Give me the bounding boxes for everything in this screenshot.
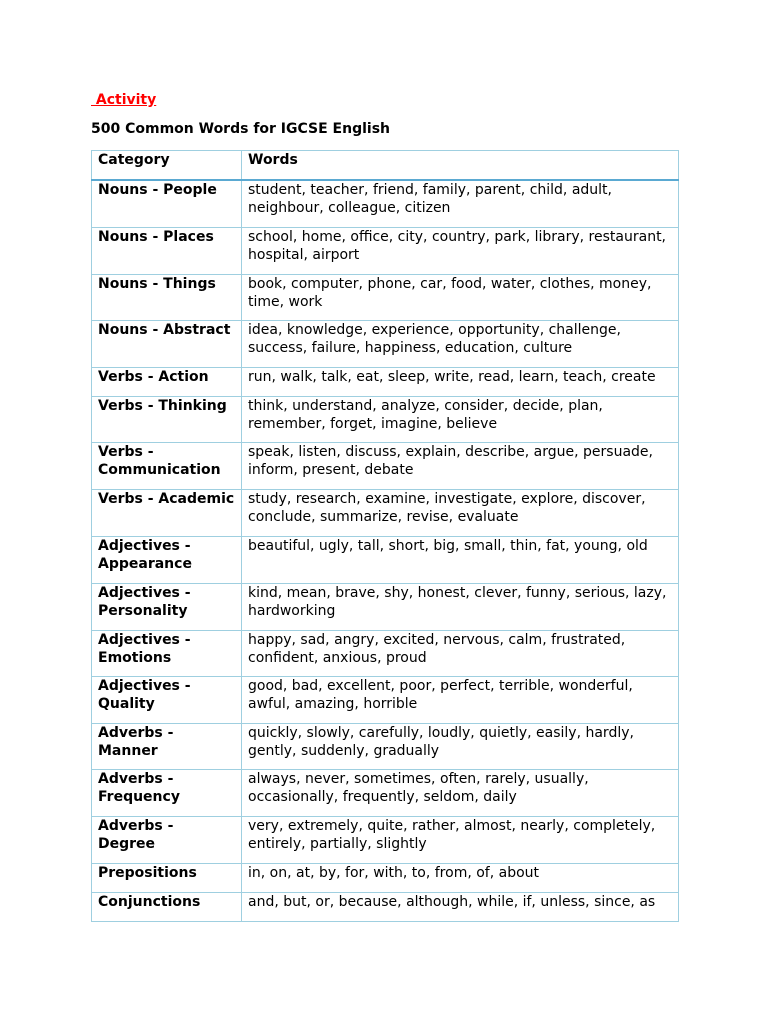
category-cell: Adjectives - Appearance xyxy=(92,536,242,583)
activity-heading: Activity xyxy=(91,92,157,108)
category-cell: Adjectives - Personality xyxy=(92,583,242,630)
category-cell: Verbs - Academic xyxy=(92,489,242,536)
table-row xyxy=(92,367,679,396)
table-row xyxy=(92,442,679,489)
words-cell: quickly, slowly, carefully, loudly, quietly, easily, hardly, gently, suddenly, gradually xyxy=(242,723,679,769)
words-cell: idea, knowledge, experience, opportunity, challenge, success, failure, happiness, education, culture xyxy=(242,320,679,367)
words-cell: school, home, office, city, country, park, library, restaurant, hospital, airport xyxy=(242,227,679,274)
table-row xyxy=(92,180,679,227)
document-title: 500 Common Words for IGCSE English xyxy=(91,121,391,137)
words-cell: in, on, at, by, for, with, to, from, of, about xyxy=(242,863,679,892)
words-cell: beautiful, ugly, tall, short, big, small, thin, fat, young, old xyxy=(242,536,679,583)
words-cell: student, teacher, friend, family, parent, child, adult, neighbour, colleague, citizen xyxy=(242,180,679,227)
table-row xyxy=(92,489,679,536)
table-body xyxy=(92,180,679,921)
table-row xyxy=(92,227,679,274)
table-row xyxy=(92,863,679,892)
words-cell: kind, mean, brave, shy, honest, clever, funny, serious, lazy, hardworking xyxy=(242,583,679,630)
category-cell: Prepositions xyxy=(92,863,242,892)
category-cell: Adjectives - Quality xyxy=(92,676,242,723)
category-cell: Adjectives - Emotions xyxy=(92,630,242,676)
category-cell: Adverbs - Manner xyxy=(92,723,242,769)
table-row xyxy=(92,536,679,583)
category-cell: Nouns - Things xyxy=(92,274,242,320)
category-cell: Verbs - Thinking xyxy=(92,396,242,442)
table-row xyxy=(92,892,679,921)
category-cell: Adverbs - Frequency xyxy=(92,769,242,816)
words-cell: think, understand, analyze, consider, decide, plan, remember, forget, imagine, believe xyxy=(242,396,679,442)
table-row xyxy=(92,630,679,676)
category-cell: Adverbs - Degree xyxy=(92,816,242,863)
document-page xyxy=(91,90,678,910)
words-cell: and, but, or, because, although, while, if, unless, since, as xyxy=(242,892,679,921)
words-cell: always, never, sometimes, often, rarely, usually, occasionally, frequently, seldom, daily xyxy=(242,769,679,816)
words-cell: very, extremely, quite, rather, almost, nearly, completely, entirely, partially, slightly xyxy=(242,816,679,863)
column-header-words: Words xyxy=(242,151,679,181)
words-table xyxy=(91,150,679,922)
table-row xyxy=(92,396,679,442)
column-header-category: Category xyxy=(92,151,242,181)
table-row xyxy=(92,320,679,367)
words-cell: good, bad, excellent, poor, perfect, terrible, wonderful, awful, amazing, horrible xyxy=(242,676,679,723)
table-row xyxy=(92,769,679,816)
table-row xyxy=(92,583,679,630)
words-cell: study, research, examine, investigate, explore, discover, conclude, summarize, revise, evaluate xyxy=(242,489,679,536)
table-row xyxy=(92,676,679,723)
category-cell: Nouns - Abstract xyxy=(92,320,242,367)
category-cell: Verbs - Communication xyxy=(92,442,242,489)
words-cell: happy, sad, angry, excited, nervous, calm, frustrated, confident, anxious, proud xyxy=(242,630,679,676)
table-row xyxy=(92,816,679,863)
table-header-row xyxy=(92,151,679,181)
table-row xyxy=(92,723,679,769)
category-cell: Verbs - Action xyxy=(92,367,242,396)
category-cell: Nouns - Places xyxy=(92,227,242,274)
words-cell: book, computer, phone, car, food, water, clothes, money, time, work xyxy=(242,274,679,320)
category-cell: Conjunctions xyxy=(92,892,242,921)
table-row xyxy=(92,274,679,320)
category-cell: Nouns - People xyxy=(92,180,242,227)
words-cell: run, walk, talk, eat, sleep, write, read, learn, teach, create xyxy=(242,367,679,396)
words-cell: speak, listen, discuss, explain, describe, argue, persuade, inform, present, debate xyxy=(242,442,679,489)
